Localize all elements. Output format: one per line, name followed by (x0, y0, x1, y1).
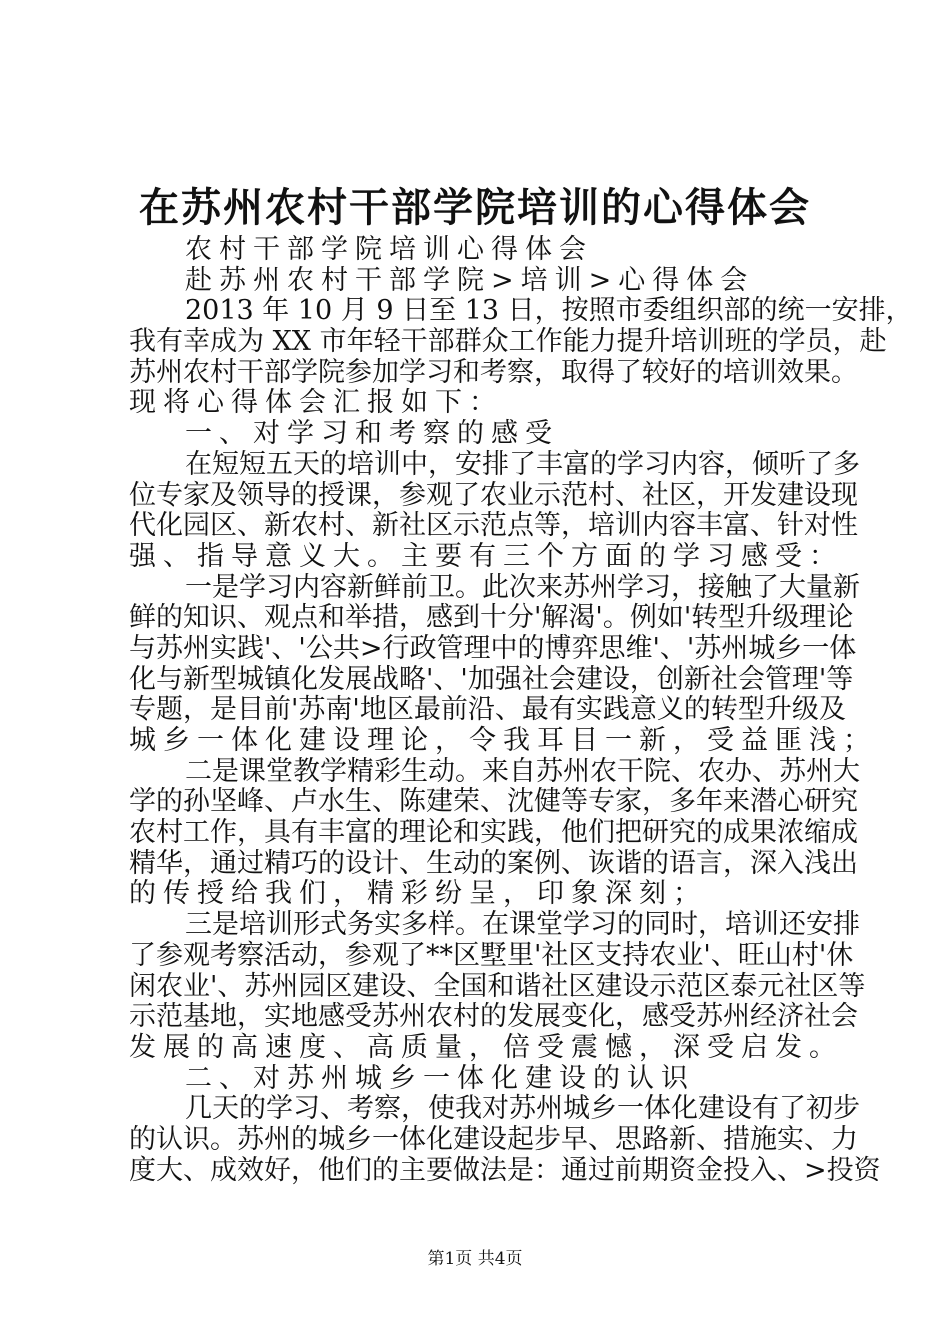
text-line: 苏州农村干部学院参加学习和考察，取得了较好的培训效果。 (129, 356, 858, 388)
paragraph (129, 909, 866, 1063)
paragraph (129, 235, 830, 266)
text-line: 位专家及领导的授课，参观了农业示范村、社区，开发建设现 (129, 479, 858, 511)
paragraph (129, 1093, 881, 1186)
text-line: 一、对学习和考察的感受 (185, 418, 559, 450)
text-line: 在短短五天的培训中，安排了丰富的学习内容，倾听了多 (185, 448, 860, 480)
text-line: 示范基地，实地感受苏州农村的发展变化，感受苏州经济社会 (129, 1001, 858, 1033)
text-line: 了参观考察活动，参观了**区墅里'社区支持农业'、旺山村'休 (129, 939, 854, 971)
text-line: 赴苏州农村干部学院>培训>心得体会 (185, 264, 755, 296)
text-line: 与苏州实践'、'公共>行政管理中的博弈思维'、'苏州城乡一体 (129, 632, 857, 664)
text-line: 二是课堂教学精彩生动。来自苏州农干院、农办、苏州大 (185, 755, 860, 787)
text-line: 二、对苏州城乡一体化建设的认识 (185, 1062, 695, 1094)
text-line: 鲜的知识、观点和举措，感到十分'解渴'。例如'转型升级理论 (129, 602, 854, 634)
text-line: 的传授给我们，精彩纷呈，印象深刻； (129, 878, 707, 910)
paragraph (129, 755, 860, 910)
text-line: 一是学习内容新鲜前卫。此次来苏州学习，接触了大量新 (185, 571, 860, 603)
paragraph (129, 419, 830, 450)
text-line: 农村干部学院培训心得体会 (185, 234, 593, 265)
paragraph (129, 266, 830, 297)
text-line: 学的孙坚峰、卢水生、陈建荣、沈健等专家，多年来潜心研究 (129, 786, 858, 818)
text-line: 精华，通过精巧的设计、生动的案例、诙谐的语言，深入浅出 (129, 847, 858, 879)
paragraph (129, 1064, 830, 1095)
text-line: 2013 年 10 月 9 日至 13 日，按照市委组织部的统一安排， (185, 295, 913, 327)
paragraph (129, 571, 877, 757)
text-line: 度大、成效好，他们的主要做法是：通过前期资金投入、>投资 (129, 1154, 881, 1186)
text-line: 闲农业'、苏州园区建设、全国和谐社区建设示范区泰元社区等 (129, 970, 866, 1002)
text-line: 城乡一体化建设理论，令我耳目一新，受益匪浅； (129, 725, 877, 756)
text-line: 我有幸成为 XX 市年轻干部群众工作能力提升培训班的学员，赴 (129, 326, 887, 358)
text-line: 强、指导意义大。主要有三个方面的学习感受： (129, 540, 843, 572)
text-line: 几天的学习、考察，使我对苏州城乡一体化建设有了初步 (185, 1093, 860, 1125)
paragraph (129, 448, 860, 573)
document-title: 在苏州农村干部学院培训的心得体会 (139, 184, 811, 231)
text-line: 代化园区、新农村、新社区示范点等，培训内容丰富、针对性 (129, 510, 858, 542)
text-line: 现将心得体会汇报如下： (129, 387, 503, 419)
text-line: 发展的高速度、高质量，倍受震憾，深受启发。 (129, 1031, 843, 1063)
document-body (129, 234, 913, 1186)
text-line: 农村工作，具有丰富的理论和实践，他们把研究的成果浓缩成 (129, 817, 858, 849)
text-line: 的认识。苏州的城乡一体化建设起步早、思路新、措施实、力 (129, 1123, 858, 1155)
text-line: 三是培训形式务实多样。在课堂学习的同时，培训还安排 (185, 909, 860, 941)
page-footer: 第1页 共4页 (427, 1249, 523, 1269)
paragraph (129, 295, 913, 419)
text-line: 化与新型城镇化发展战略'、'加强社会建设，创新社会管理'等 (129, 663, 854, 695)
text-line: 专题，是目前'苏南'地区最前沿、最有实践意义的转型升级及 (129, 694, 846, 726)
